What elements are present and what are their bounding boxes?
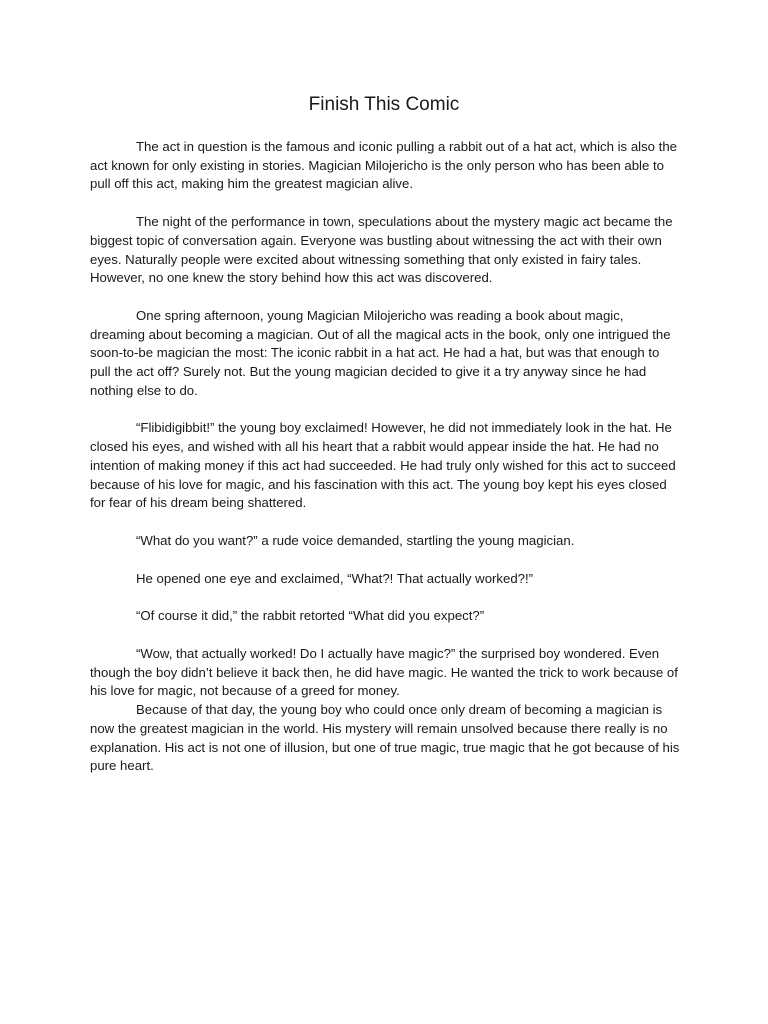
- paragraph: “What do you want?” a rude voice demanded, startling the young magician.: [136, 532, 575, 548]
- paragraph: He opened one eye and exclaimed, “What?! That actually worked?!”: [136, 570, 534, 586]
- paragraph: Because of that day, the young boy who could once only dream of becoming a magician is now the greatest magician in the world. His mystery will remain unsolved because there really is no explanation. His act is not one of illusion, but one of true magic, true magic that he got because of his pure heart.: [90, 702, 680, 774]
- paragraph: The night of the performance in town, speculations about the mystery magic act became the biggest topic of conversation again. Everyone was bustling about witnessing the act with their own eyes. Naturally people were excited about witnessing something that only existed in fairy tales. However, no one knew the story behind how this act was discovered.: [90, 214, 673, 286]
- document-body: [90, 138, 682, 776]
- paragraph: The act in question is the famous and iconic pulling a rabbit out of a hat act, which is also the act known for only existing in stories. Magician Milojericho is the only person who has been able to pull off this act, making him the greatest magician alive.: [90, 139, 678, 192]
- document-title: Finish This Comic: [308, 94, 460, 115]
- paragraph: One spring afternoon, young Magician Milojericho was reading a book about magic, dreaming about becoming a magician. Out of all the magical acts in the book, only one intrigued the soon-to-be magician the most: The iconic rabbit in a hat act. He had a hat, but was that enough to pull the act off? Surely not. But the young magician decided to give it a try anyway since he had nothing else to do.: [90, 307, 671, 398]
- paragraph: “Wow, that actually worked! Do I actually have magic?” the surprised boy wondered. Even though the boy didn’t believe it back then, he did have magic. He wanted the trick to work because of his love for magic, not because of a greed for money.: [90, 646, 678, 699]
- paragraph: “Of course it did,” the rabbit retorted “What did you expect?”: [136, 608, 485, 624]
- paragraph: “Flibidigibbit!” the young boy exclaimed! However, he did not immediately look in the hat. He closed his eyes, and wished with all his heart that a rabbit would appear inside the hat. He had no intention of making money if this act had succeeded. He had truly only wished for this act to succeed because of his love for magic, and his fascination with this act. The young boy kept his eyes closed for fear of his dream being shattered.: [90, 420, 676, 511]
